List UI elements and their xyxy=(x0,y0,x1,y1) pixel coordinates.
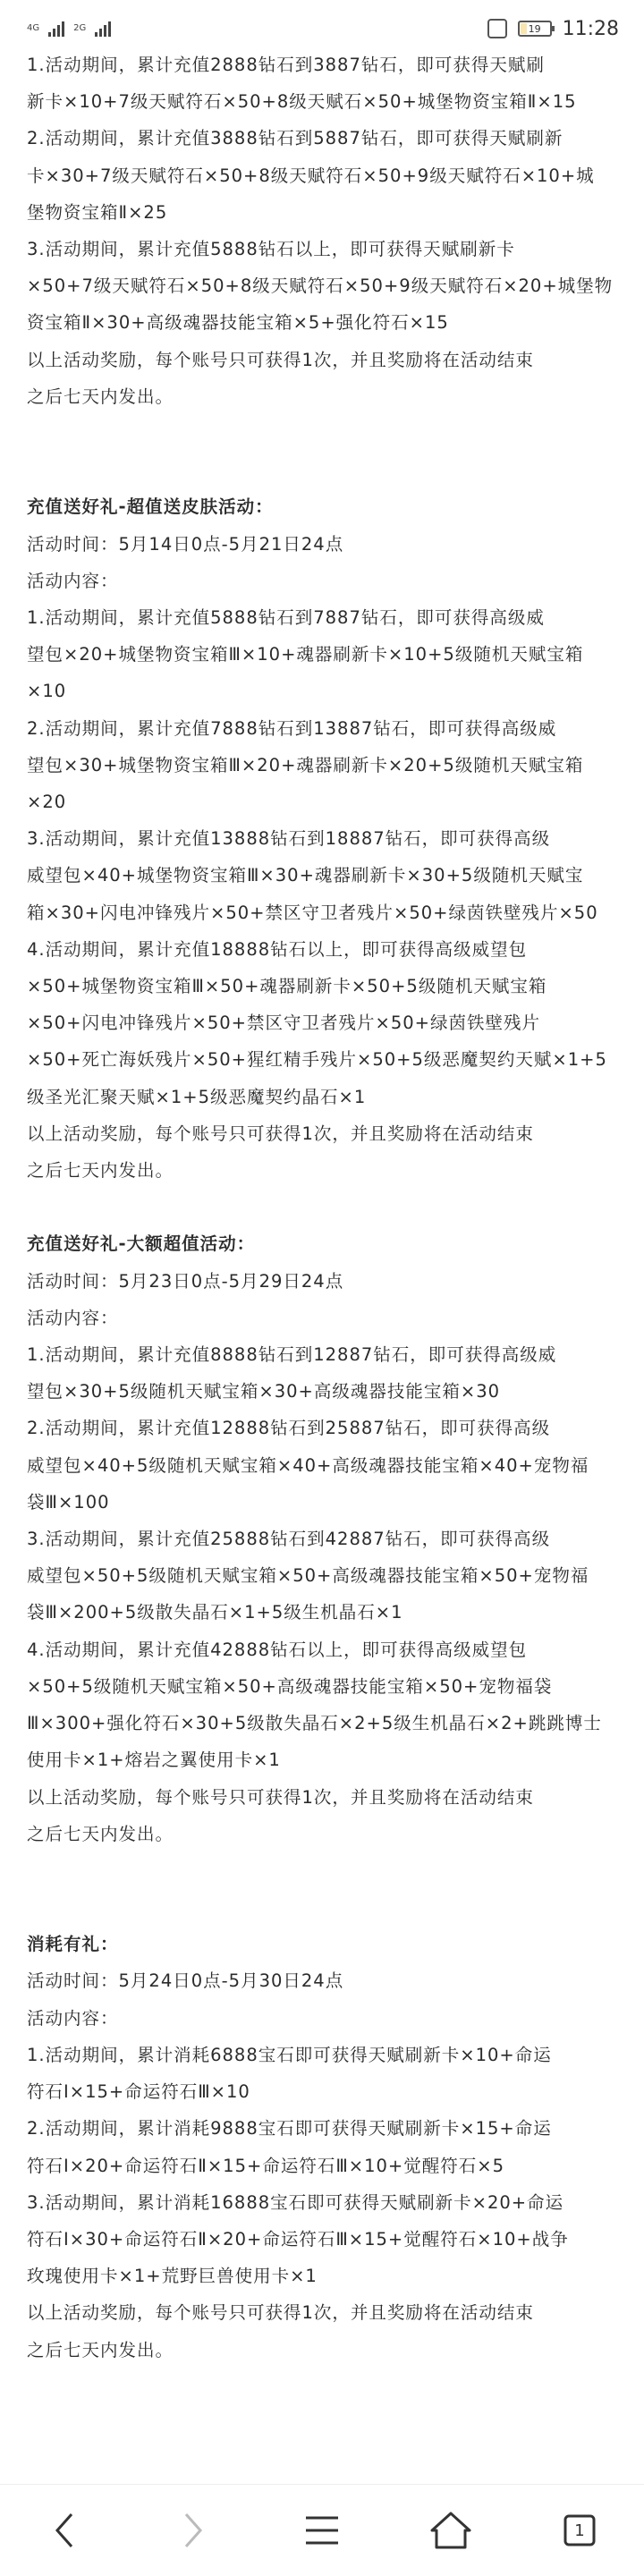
text-line: 3.活动期间，累计充值13888钻石到18887钻石，即可获得高级 xyxy=(27,828,551,850)
text-line: 1.活动期间，累计充值5888钻石到7887钻石，即可获得高级威 xyxy=(27,607,545,629)
text-line: 威望包×40+5级随机天赋宝箱×40+高级魂器技能宝箱×40+宠物福 xyxy=(27,1454,589,1476)
text-line: 活动时间：5月14日0点-5月21日24点 xyxy=(27,533,344,555)
network-2g xyxy=(73,24,86,33)
text-line: 之后七天内发出。 xyxy=(27,386,174,407)
home-icon xyxy=(429,2511,472,2550)
text-line: 1.活动期间，累计消耗6888宝石即可获得天赋刷新卡×10+命运 xyxy=(27,2044,552,2065)
text-line: 以上活动奖励，每个账号只可获得1次，并且奖励将在活动结束 xyxy=(27,1786,534,1808)
vibrate-icon xyxy=(487,19,507,38)
text-line: 活动内容： xyxy=(27,570,119,591)
text-line: 资宝箱Ⅱ×30+高级魂器技能宝箱×5+强化符石×15 xyxy=(27,312,449,334)
text-line: 威望包×50+5级随机天赋宝箱×50+高级魂器技能宝箱×50+宠物福 xyxy=(27,1565,589,1587)
battery-level: 19 xyxy=(528,22,541,35)
signal-group xyxy=(27,21,111,37)
text-line: ×10 xyxy=(27,681,67,702)
back-button[interactable] xyxy=(33,2499,96,2562)
text-line: 4.活动期间，累计充值42888钻石以上，即可获得高级威望包 xyxy=(27,1639,528,1660)
status-right-group xyxy=(487,18,619,40)
text-line: ×50+城堡物资宝箱Ⅲ×50+魂器刷新卡×50+5级随机天赋宝箱 xyxy=(27,976,547,997)
clock: 11:28 xyxy=(562,17,619,40)
article-body xyxy=(27,47,626,2368)
browser-nav-bar xyxy=(0,2484,644,2576)
text-line: 活动时间：5月24日0点-5月30日24点 xyxy=(27,1970,344,1992)
text-line: 活动内容： xyxy=(27,2007,119,2029)
text-line: ×20 xyxy=(27,792,67,813)
section-title: 充值送好礼-超值送皮肤活动： xyxy=(27,496,274,518)
text-line: 望包×20+城堡物资宝箱Ⅲ×10+魂器刷新卡×10+5级随机天赋宝箱 xyxy=(27,644,584,665)
text-line: 以上活动奖励，每个账号只可获得1次，并且奖励将在活动结束 xyxy=(27,349,534,370)
forward-button[interactable] xyxy=(162,2499,225,2562)
spacer xyxy=(27,1889,626,1926)
text-line: 袋Ⅲ×100 xyxy=(27,1491,110,1513)
text-line: 之后七天内发出。 xyxy=(27,1160,174,1182)
spacer xyxy=(27,452,626,488)
text-line: 2.活动期间，累计充值12888钻石到25887钻石，即可获得高级 xyxy=(27,1418,551,1439)
text-line: ×50+闪电冲锋残片×50+禁区守卫者残片×50+绿茵铁壁残片 xyxy=(27,1013,540,1034)
back-arrow-icon xyxy=(52,2511,77,2550)
text-line: 级圣光汇聚天赋×1+5级恶魔契约晶石×1 xyxy=(27,1086,367,1107)
text-line: 3.活动期间，累计充值5888钻石以上，即可获得天赋刷新卡 xyxy=(27,239,515,260)
menu-icon xyxy=(304,2514,340,2546)
text-line: 2.活动期间，累计消耗9888宝石即可获得天赋刷新卡×15+命运 xyxy=(27,2118,552,2140)
text-line: 箱×30+闪电冲锋残片×50+禁区守卫者残片×50+绿茵铁壁残片×50 xyxy=(27,902,598,923)
text-line: 以上活动奖励，每个账号只可获得1次，并且奖励将在活动结束 xyxy=(27,2302,534,2324)
spacer xyxy=(27,415,626,452)
text-line: 3.活动期间，累计充值25888钻石到42887钻石，即可获得高级 xyxy=(27,1529,551,1550)
battery-icon xyxy=(518,21,552,37)
text-line: 符石Ⅰ×15+命运符石Ⅲ×10 xyxy=(27,2081,250,2103)
text-line: 袋Ⅲ×200+5级散失晶石×1+5级生机晶石×1 xyxy=(27,1602,403,1623)
network-2g-label: 2G xyxy=(73,23,87,33)
spacer xyxy=(27,1189,626,1225)
text-line: 之后七天内发出。 xyxy=(27,2339,174,2360)
home-button[interactable] xyxy=(419,2499,482,2562)
signal-strength-icon xyxy=(48,21,64,37)
signal-strength-icon-2 xyxy=(95,21,111,37)
forward-arrow-icon xyxy=(181,2511,206,2550)
text-line: 活动内容： xyxy=(27,1307,119,1328)
text-line: 新卡×10+7级天赋符石×50+8级天赋石×50+城堡物资宝箱Ⅱ×15 xyxy=(27,91,577,113)
text-line: 望包×30+5级随机天赋宝箱×30+高级魂器技能宝箱×30 xyxy=(27,1381,501,1402)
text-line: 2.活动期间，累计充值7888钻石到13887钻石，即可获得高级威 xyxy=(27,717,557,739)
tab-count: 1 xyxy=(574,2521,585,2540)
text-line: 4.活动期间，累计充值18888钻石以上，即可获得高级威望包 xyxy=(27,938,528,960)
spacer xyxy=(27,1852,626,1889)
text-line: 玫瑰使用卡×1+荒野巨兽使用卡×1 xyxy=(27,2266,318,2287)
menu-button[interactable] xyxy=(291,2499,353,2562)
text-line: 符石Ⅰ×30+命运符石Ⅱ×20+命运符石Ⅲ×15+觉醒符石×10+战争 xyxy=(27,2228,569,2250)
text-line: 1.活动期间，累计充值2888钻石到3887钻石，即可获得天赋刷 xyxy=(27,55,545,75)
text-line: 之后七天内发出。 xyxy=(27,1823,174,1844)
text-line: 卡×30+7级天赋符石×50+8级天赋符石×50+9级天赋符石×10+城 xyxy=(27,165,595,186)
text-line: 2.活动期间，累计充值3888钻石到5887钻石，即可获得天赋刷新 xyxy=(27,128,564,149)
tabs-button[interactable] xyxy=(548,2499,611,2562)
text-line: Ⅲ×300+强化符石×30+5级散失晶石×2+5级生机晶石×2+跳跳博士 xyxy=(27,1713,602,1734)
text-line: ×50+7级天赋符石×50+8级天赋符石×50+9级天赋符石×20+城堡物 xyxy=(27,275,614,297)
text-line: ×50+5级随机天赋宝箱×50+高级魂器技能宝箱×50+宠物福袋 xyxy=(27,1675,553,1697)
text-line: 威望包×40+城堡物资宝箱Ⅲ×30+魂器刷新卡×30+5级随机天赋宝 xyxy=(27,865,584,886)
section-title: 消耗有礼： xyxy=(27,1934,119,1955)
text-line: 使用卡×1+熔岩之翼使用卡×1 xyxy=(27,1750,281,1771)
text-line: 以上活动奖励，每个账号只可获得1次，并且奖励将在活动结束 xyxy=(27,1123,534,1144)
text-line: 活动时间：5月23日0点-5月29日24点 xyxy=(27,1270,344,1292)
text-line: ×50+死亡海妖残片×50+猩红精手残片×50+5级恶魔契约天赋×1+5 xyxy=(27,1049,607,1071)
network-4g-label: 4G xyxy=(27,23,40,33)
text-line: 符石Ⅰ×20+命运符石Ⅱ×15+命运符石Ⅲ×10+觉醒符石×5 xyxy=(27,2155,505,2176)
text-line: 1.活动期间，累计充值8888钻石到12887钻石，即可获得高级威 xyxy=(27,1344,557,1366)
network-4g xyxy=(27,24,39,33)
text-line: 堡物资宝箱Ⅱ×25 xyxy=(27,201,168,223)
text-line: 望包×30+城堡物资宝箱Ⅲ×20+魂器刷新卡×20+5级随机天赋宝箱 xyxy=(27,754,584,775)
text-line: 3.活动期间，累计消耗16888宝石即可获得天赋刷新卡×20+命运 xyxy=(27,2191,564,2213)
section-title: 充值送好礼-大额超值活动： xyxy=(27,1233,256,1255)
